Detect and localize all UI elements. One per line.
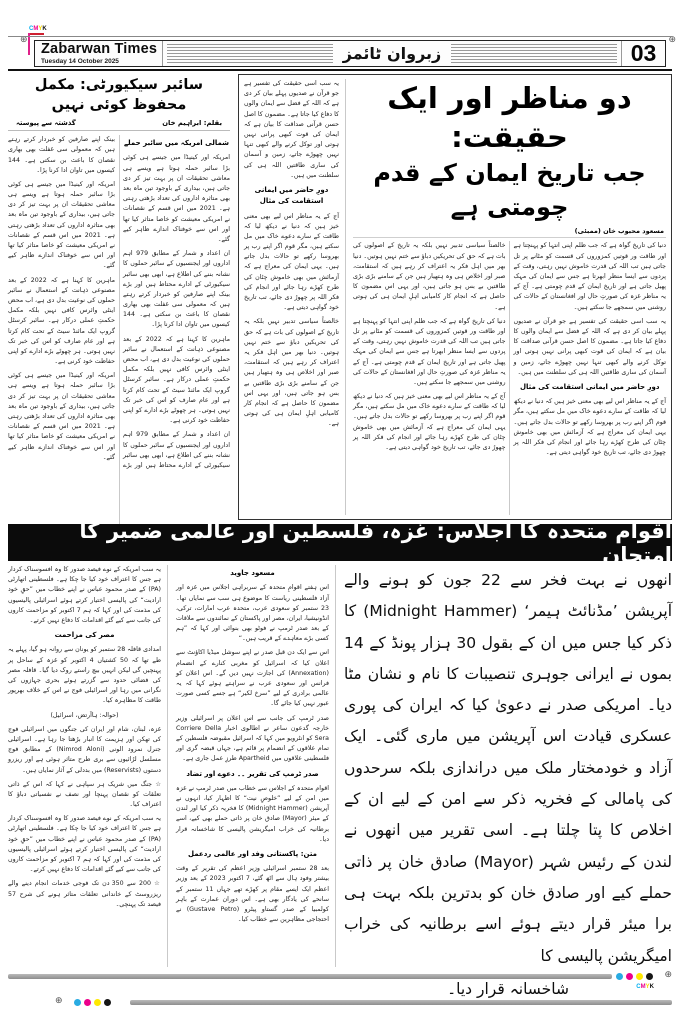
un-paragraph: صدر ٹرمپ کی جانب سے اس اعلان پر اسرائیلی وزیر خارجہ گدعون ساعر نے اطالوی اخبار Corriere Della Sera کو انٹرویو میں کہا کہ اسرائیل مقبوضہ فلسطین کے تمام علاقوں کے انضمام پر قائم ہے، جہاں قبضہ گری اور فلسطینی علاقوں میں Apartheid طرزِ عمل جاری ہے۔	[176, 714, 329, 763]
cyan-dot	[616, 973, 623, 980]
un-paragraph: غزہ، لبنان، شام اور ایران کی جنگوں میں اسرائیلی فوج کی تھکن اور ہزیمت کا انبار بڑھتا جا رہا ہے۔ اسرائیلی جنرل نمرود الونی (Nimrod Aloni) کے مطابق فوج مسلسل لڑائیوں سے بری طرح متاثر ہوئی ہے اور ریزرو دستوں (Reservists) میں بددلی کے آثار نمایاں ہیں۔	[8, 725, 162, 774]
un-paragraph: اس سے ایک دن قبل صدر نے اپنے سوشل میڈیا اکاؤنٹ سے اعلان کیا کہ اسرائیل کو مغربی کنارے کے انضمام (Annexation) کی اجازت نہیں دیں گے۔ اس اعلان کو فرانس اور سعودی عرب نے سراہتے ہوئے کہا کہ یہ عالمی برادری کے لیے ”سرخ لکیر“ ہے جسے کسی صورت عبور نہیں کیا جائے گا۔	[176, 649, 329, 708]
main-right-area	[353, 79, 666, 515]
main-paragraph: خالصتاً سیاسی تدبیر نہیں بلکہ یہ تاریخ کے اصولوں کی بات ہے کہ حق کی تحریکیں دباؤ سے ختم نہیں ہوتیں۔ دنیا بھر میں اہل فکر یہ اعتراف کر رہے ہیں کہ استقامت، صبر اور اخلاص ہی وہ ہتھیار ہیں جن کے سامنے بڑی بڑی طاقتیں بے بس ہو جاتی ہیں، اور یہی اس مضمون کا حاصل ہے کہ انجام کار کامیابی اہلِ ایمان ہی کی ہوتی ہے۔	[244, 318, 339, 428]
masthead-ruled-lines-right	[451, 44, 617, 63]
un-middle-column	[176, 565, 336, 967]
cyber-paragraph: ماہرین کا کہنا ہے کہ 2022 کے بعد مصنوعی ذہانت کے استعمال نے سائبر حملوں کی نوعیت بدل دی ہے، اب محض اینٹی وائرس کافی نہیں بلکہ مکمل حکمتِ عملی درکار ہے۔ سائبر کرسٹل گروپ ایک مائنڈ سیٹ کے تحت کام کرتا ہے اور عام صارف کو اس کی خبر تک نہیں ہوتی۔ ہر چھوٹے بڑے ادارے کو اپنی حفاظت خود کرنی ہے۔	[8, 276, 115, 366]
cyber-paragraph: ماہرین کا کہنا ہے کہ 2022 کے بعد مصنوعی ذہانت کے استعمال نے سائبر حملوں کی نوعیت بدل دی ہے، اب محض اینٹی وائرس کافی نہیں بلکہ مکمل حکمتِ عملی درکار ہے۔ سائبر کرسٹل گروپ ایک مائنڈ سیٹ کے تحت کام کرتا ہے اور عام صارف کو اس کی خبر تک نہیں ہوتی۔ ہر چھوٹے بڑے ادارے کو اپنی حفاظت خود کرنی ہے۔	[123, 335, 230, 425]
un-lead-ending: شاخسانہ قرار دیا۔	[447, 979, 569, 998]
cyber-paragraph: ان اعداد و شمار کے مطابق 979 اہم اداروں اور ایجنسیوں کے سائبر حملوں کا نشانہ بننے کی اطلاع ہے، ابھی بھی سائبر سیکیورٹی کے ادارے محتاط ہیں اور بڑے بینک اپنے صارفین کو خبردار کرتے رہتے ہیں کہ معمولی سی غفلت بھی بھاری نقصان کا باعث بن سکتی ہے۔ 144 کیسوں میں تاوان ادا کرنا پڑا۔	[123, 250, 230, 329]
main-paragraph: یہ سب اسی حقیقت کی تفسیر ہے جو قرآن نے صدیوں پہلے بیان کر دی ہے کہ اللہ کے فضل سے ایمان والوں کا دفاع کیا جاتا ہے۔ مضمون کا اصل حسن قرآنی صداقت کا بیان ہے کہ ایمان کی قوت کبھی پرانی نہیں ہوتی اور توکل کرنے والے کبھی تنہا نہیں چھوڑے جاتے، زمین و آسمان کی ساری طاقتیں اللہ ہی کی سلطنت میں ہیں۔	[244, 80, 339, 179]
cyber-paragraph: امریکہ اور کینیڈا میں جیسے ہی کوئی بڑا سائبر حملہ ہوتا ہے ویسے ہی معاشی تحقیقات ان پر بہت تیز کر دی جاتی ہیں، بیداری کے باوجود تین ماہ بعد بھی متاثرہ اداروں کی تعداد بڑھتی رہتی ہے۔ 2021 میں اس قسم کے نقصانات نے امریکی معیشت کو خاصا متاثر کیا تھا اور اس سے خوفناک اندازے ظاہر کیے گئے۔	[8, 372, 115, 461]
un-paragraph: اس ہفتے اقوامِ متحدہ کے سربراہی اجلاس میں غزہ اور آزاد فلسطینی ریاست کا موضوع ہی سب سے نمایاں تھا۔ 23 ستمبر کو سعودی عرب، متحدہ عرب امارات، ترکی، انڈونیشیا، ایران، مصر اور پاکستان کے نمائندوں سے ملاقات کے بعد صدر ٹرمپ نے فوٹو بھی بنوائی اور کہا کہ ”ہم کسی بڑے معاہدے کے قریب ہیں۔“	[176, 584, 329, 643]
un-paragraph: یہ سب امریکہ کے نوے فیصد صدور کا وہ افسوسناک کردار ہے جس کا اعتراف خود کیا جا چکا ہے۔ فلسطینی اتھارٹی (PA) کے صدر محمود عباس نے اپنے خطاب میں ”حقِ خود ارادیت“ کی پالیسی اختیار کرتے ہوئے اسرائیلی پالیسیوں کی مذمت کی اور کہا کہ ہم 7 اکتوبر کو مزاحمت کاروں کی جانب سے کیے گئے اقدامات کا دفاع نہیں کرتے۔	[8, 815, 161, 874]
registration-mark-top-right: ⊕	[668, 35, 676, 45]
black-dot	[646, 973, 653, 980]
masthead	[34, 40, 666, 67]
article-two-scenes	[238, 74, 672, 520]
un-mid-subhead: صدر ٹرمپ کی تقریر ۔۔ دعوے اور تضاد	[186, 769, 319, 778]
registration-mark-bottom-left: ⊕	[55, 996, 63, 1006]
un-lead-paragraph: انھوں نے بہت فخر سے 22 جون کو ہونے والے آپریشن ’مڈنائٹ ہیمر‘ (Midnight Hammer) کا ذکر کیا جس میں ان کے بقول 30 ہزار پونڈ کے 14 بموں نے ایرانی جوہری تنصیبات کا نام و نشان مٹا دیا۔ امریکی صدر نے دعویٰ کیا کہ ایران کی پوری عسکری قیادت اس آپریشن میں ماری گئی۔ ایک آزاد و خودمختار ملک میں دراندازی بلکہ سرحدوں کی پامالی کے فخریہ ذکر سے امن کے لیے ان کے اخلاص کا پتا چلتا ہے۔ اسی تقریر میں انھوں نے لندن کے رئیس شہر (Mayor) صادق خان پر ذاتی حملے کیے اور صادق خان کو بدترین بلکہ بہت ہی برا میئر قرار دیتے ہوئے اسے برطانیہ کی خراب امیگریشن پالیسی کا	[344, 571, 673, 965]
main-paragraph: دنیا کی تاریخ گواہ ہے کہ جب ظلم اپنی انتہا کو پہنچتا ہے اور طاقت ور قوتیں کمزوروں کی قسمت کو مٹانے پر تل جاتی ہیں تب اللہ کی قدرت خاموش نہیں رہتی، وقت کے پردوں سے ایسا منظر ابھرتا ہے جس سے ایمان کی مہک پھیل جاتی ہے اور تاریخ ایمان کے قدم چومتی ہے۔ آج کے یہ مناظر غزہ کی صورتِ حال اور افغانستان کے حالات کی روشنی میں سمجھے جا سکتے ہیں۔	[353, 317, 506, 386]
page-number: 03	[621, 41, 665, 66]
main-headline-line1: دو مناظر اور ایک حقیقت:	[387, 81, 632, 155]
cmyk-label-bottom: CMYK	[636, 984, 654, 990]
cyber-byline: بقلم: ابراہیم خان	[162, 119, 222, 128]
cyber-paragraph: امریکہ اور کینیڈا میں جیسے ہی کوئی بڑا سائبر حملہ ہوتا ہے ویسے ہی معاشی تحقیقات ان پر بہت تیز کر دی جاتی ہیں، بیداری کے باوجود تین ماہ بعد بھی متاثرہ اداروں کی تعداد بڑھتی رہتی ہے۔ 2021 میں اس قسم کے نقصانات نے امریکی معیشت کو خاصا متاثر کیا تھا اور اس سے خوفناک اندازے ظاہر کیے گئے۔	[123, 154, 230, 243]
cyber-paragraph: ان اعداد و شمار کے مطابق 979 اہم اداروں اور ایجنسیوں کے سائبر حملوں کا نشانہ بننے کی اطلاع ہے، ابھی بھی سائبر سیکیورٹی کے ادارے محتاط ہیں اور بڑے بینک اپنے صارفین کو خبردار کرتے رہتے ہیں کہ معمولی سی غفلت بھی بھاری نقصان کا باعث بن سکتی ہے۔ 144 کیسوں میں تاوان ادا کرنا پڑا۔	[8, 136, 230, 469]
cyber-subhead: شمالی امریکہ میں سائبر حملے	[123, 139, 230, 148]
cyber-headline: سائبر سیکیورٹی: مکمل محفوظ کوئی نہیں	[34, 77, 204, 113]
issue-date: Tuesday 14 October 2025	[41, 58, 119, 65]
yellow-dot	[94, 999, 101, 1006]
cyan-dot	[74, 999, 81, 1006]
paper-title-english: Zabarwan Times	[41, 41, 158, 57]
main-paragraph: یہ سب اسی حقیقت کی تفسیر ہے جو قرآن نے صدیوں پہلے بیان کر دی ہے کہ اللہ کے فضل سے ایمان والوں کا دفاع کیا جاتا ہے۔ مضمون کا اصل حسن قرآنی صداقت کا بیان ہے کہ ایمان کی قوت کبھی پرانی نہیں ہوتی اور توکل کرنے والے کبھی تنہا نہیں چھوڑے جاتے، زمین و آسمان کی ساری طاقتیں اللہ ہی کی سلطنت میں ہیں۔	[513, 317, 666, 376]
masthead-bottom-rule	[8, 69, 672, 71]
un-star-item: ☆ 200 سے 350 دن تک فوجی خدمات انجام دینے والے ریزروسٹ کے خاندانی تعلقات متاثر ہونے کی شرح 57 فیصد تک پہنچی۔	[8, 880, 161, 908]
top-section	[8, 74, 672, 520]
main-paragraph: آج کے یہ مناظر اس لیے بھی معنی خیز ہیں کہ دنیا نے دیکھ لیا کہ طاقت کے سارے دعوے خاک میں مل سکتے ہیں، مگر قوم اگر اپنے رب پر بھروسا رکھے تو حالات بدل جاتے ہیں۔ یہی ایمان کی معراج ہے کہ آزمائش میں بھی خاموش چٹان کی طرح کھڑے رہا جائے اور انجام کی فکر اللہ پر چھوڑ دی جائے، تب تاریخ خود گواہی دیتی ہے۔	[513, 398, 666, 457]
un-left-column	[8, 565, 168, 967]
main-body-columns	[353, 241, 666, 515]
main-headline	[353, 79, 666, 224]
un-paragraph: امدادی قافلہ 28 ستمبر کو یونان سے روانہ ہو گیا، پہلے یہ طے تھا کہ 50 کشتیاں 4 اکتوبر کو غزہ کے ساحل پر پہنچیں گی لیکن انہیں بیچ راستے روک دیا گیا۔ قافلہ مصر کی فضائی حدود سے گزرتے ہوئے بحری جہازوں کی نگرانی میں رہا اور اسرائیلی فوج نے اس کے خلاف بھرپور طاقت کا مظاہرہ کیا۔	[8, 646, 161, 705]
cyber-continued-note: گذشتہ سے پیوستہ	[16, 119, 76, 128]
crop-bar-horizontal	[28, 33, 44, 35]
cmyk-dots-bottom-left	[74, 999, 111, 1006]
main-byline: مسعود محبوب خان (ممبئی)	[353, 224, 666, 238]
un-byline: مسعود جاوید	[230, 569, 275, 577]
masthead-ruled-lines-left	[167, 44, 333, 63]
paper-title-urdu: زبروان ٹائمز	[342, 44, 442, 63]
un-left-subhead: مصر کی مزاحمت	[54, 631, 115, 640]
magenta-dot	[84, 999, 91, 1006]
cmyk-dots-bottom-right	[616, 973, 653, 980]
un-mid-subhead: متن: پاکستانی وفد اور عالمی ردعمل	[187, 849, 318, 858]
main-paragraph: خالصتاً سیاسی تدبیر نہیں بلکہ یہ تاریخ کے اصولوں کی بات ہے کہ حق کی تحریکیں دباؤ سے ختم نہیں ہوتیں۔ دنیا بھر میں اہل فکر یہ اعتراف کر رہے ہیں کہ استقامت، صبر اور اخلاص ہی وہ ہتھیار ہیں جن کے سامنے بڑی بڑی طاقتیں بے بس ہو جاتی ہیں، اور یہی اس مضمون کا حاصل ہے کہ انجام کار کامیابی اہلِ ایمان ہی کی ہوتی ہے۔	[353, 242, 506, 311]
cmyk-label-top: CMYK	[29, 26, 47, 32]
main-subhead: دورِ حاضر میں ایمانی استقامت کی مثال	[519, 382, 660, 391]
main-headline-line2: جب تاریخ ایمان کے قدم چومتی ہے	[373, 159, 646, 221]
footer-gray-bar-left-row	[130, 1000, 672, 1005]
main-subhead: دورِ حاضر میں ایمانی استقامت کی مثال	[254, 185, 329, 206]
main-paragraph: آج کے یہ مناظر اس لیے بھی معنی خیز ہیں کہ دنیا نے دیکھ لیا کہ طاقت کے سارے دعوے خاک میں مل سکتے ہیں، مگر قوم اگر اپنے رب پر بھروسا رکھے تو حالات بدل جاتے ہیں۔ یہی ایمان کی معراج ہے کہ آزمائش میں بھی خاموش چٹان کی طرح کھڑے رہا جائے اور انجام کی فکر اللہ پر چھوڑ دی جائے، تب تاریخ خود گواہی دیتی ہے۔	[244, 212, 339, 312]
top-rule	[8, 36, 672, 37]
main-side-column	[244, 79, 346, 515]
magenta-dot	[626, 973, 633, 980]
un-banner-headline: اقوام متحدہ کا اجلاس: غزہ، فلسطین اور عالمی ضمیر کا امتحان	[8, 524, 672, 561]
registration-mark-top-left: ⊕	[20, 35, 28, 45]
cyber-body-columns	[8, 135, 230, 535]
main-paragraph: آج کے یہ مناظر اس لیے بھی معنی خیز ہیں کہ دنیا نے دیکھ لیا کہ طاقت کے سارے دعوے خاک میں مل سکتے ہیں، مگر قوم اگر اپنے رب پر بھروسا رکھے تو حالات بدل جاتے ہیں۔ یہی ایمان کی معراج ہے کہ آزمائش میں بھی خاموش چٹان کی طرح کھڑے رہا جائے اور انجام کی فکر اللہ پر چھوڑ دی جائے، تب تاریخ خود گواہی دیتی ہے۔	[353, 393, 506, 452]
masthead-left	[35, 41, 163, 66]
cyber-paragraph: امریکہ اور کینیڈا میں جیسے ہی کوئی بڑا سائبر حملہ ہوتا ہے ویسے ہی معاشی تحقیقات ان پر بہت تیز کر دی جاتی ہیں، بیداری کے باوجود تین ماہ بعد بھی متاثرہ اداروں کی تعداد بڑھتی رہتی ہے۔ 2021 میں اس قسم کے نقصانات نے امریکی معیشت کو خاصا متاثر کیا تھا اور اس سے خوفناک اندازے ظاہر کیے گئے۔	[8, 180, 115, 270]
article-cyber-security	[8, 74, 230, 520]
un-paragraph: بعد 28 ستمبر اسرائیلی وزیر اعظم کی تقریر کے وقت بیشتر وفود ہال سے اٹھ گئے، 7 اکتوبر 2023 کے بعد وزیر اعظم ایک ایسے مقام پر کھڑے تھے جہاں 11 ستمبر کے سانحے کی یادگار بھی ہے۔ اس دوران عمارت کے باہر کولمبیا کے صدر گستاو پیٹرو (Gustave Petro) نے احتجاجی مظاہرین سے خطاب کیا۔	[176, 865, 329, 924]
un-paragraph: یہ سب امریکہ کے نوے فیصد صدور کا وہ افسوسناک کردار ہے جس کا اعتراف خود کیا جا چکا ہے۔ فلسطینی اتھارٹی (PA) کے صدر محمود عباس نے اپنے خطاب میں ”حقِ خود ارادیت“ کی پالیسی اختیار کرتے ہوئے اسرائیلی پالیسیوں کی مذمت کی اور کہا کہ ہم 7 اکتوبر کو مزاحمت کاروں کی جانب سے کیے گئے اقدامات کا دفاع نہیں کرتے۔	[8, 566, 161, 624]
cyber-byline-row	[8, 118, 230, 131]
registration-mark-bottom-right: ⊕	[664, 970, 672, 980]
un-star-item: ☆ جنگ میں شریک ہر سپاہی نے کہا کہ اس کے ذاتی تعلقات کو نقصان پہنچا اور نصف نے نفسیاتی دباؤ کا اعتراف کیا۔	[8, 780, 161, 809]
un-paragraph: اقوام متحدہ کے اجلاس سے خطاب میں صدر ٹرمپ نے غزہ میں امن کے لیے ”خلوصِ نیت“ کا اظہار کیا، انہوں نے آپریشن (Midnight Hammer) کا فخریہ ذکر کیا اور لندن کے میئر (Mayor) صادق خان پر ذاتی حملے بھی کیے، اسے برطانیہ کی خراب امیگریشن پالیسی کا شاخسانہ قرار دیا۔	[176, 784, 330, 843]
footer-gray-bar-right-row	[8, 974, 612, 979]
un-reference: (حوالہ: ہاآرتض، اسرائیل)	[50, 711, 119, 719]
black-dot	[104, 999, 111, 1006]
yellow-dot	[636, 973, 643, 980]
main-paragraph: دنیا کی تاریخ گواہ ہے کہ جب ظلم اپنی انتہا کو پہنچتا ہے اور طاقت ور قوتیں کمزوروں کی قسمت کو مٹانے پر تل جاتی ہیں تب اللہ کی قدرت خاموش نہیں رہتی، وقت کے پردوں سے ایسا منظر ابھرتا ہے جس سے ایمان کی مہک پھیل جاتی ہے اور تاریخ ایمان کے قدم چومتی ہے۔ آج کے یہ مناظر غزہ کی صورتِ حال اور افغانستان کے حالات کی روشنی میں سمجھے جا سکتے ہیں۔	[513, 242, 666, 311]
